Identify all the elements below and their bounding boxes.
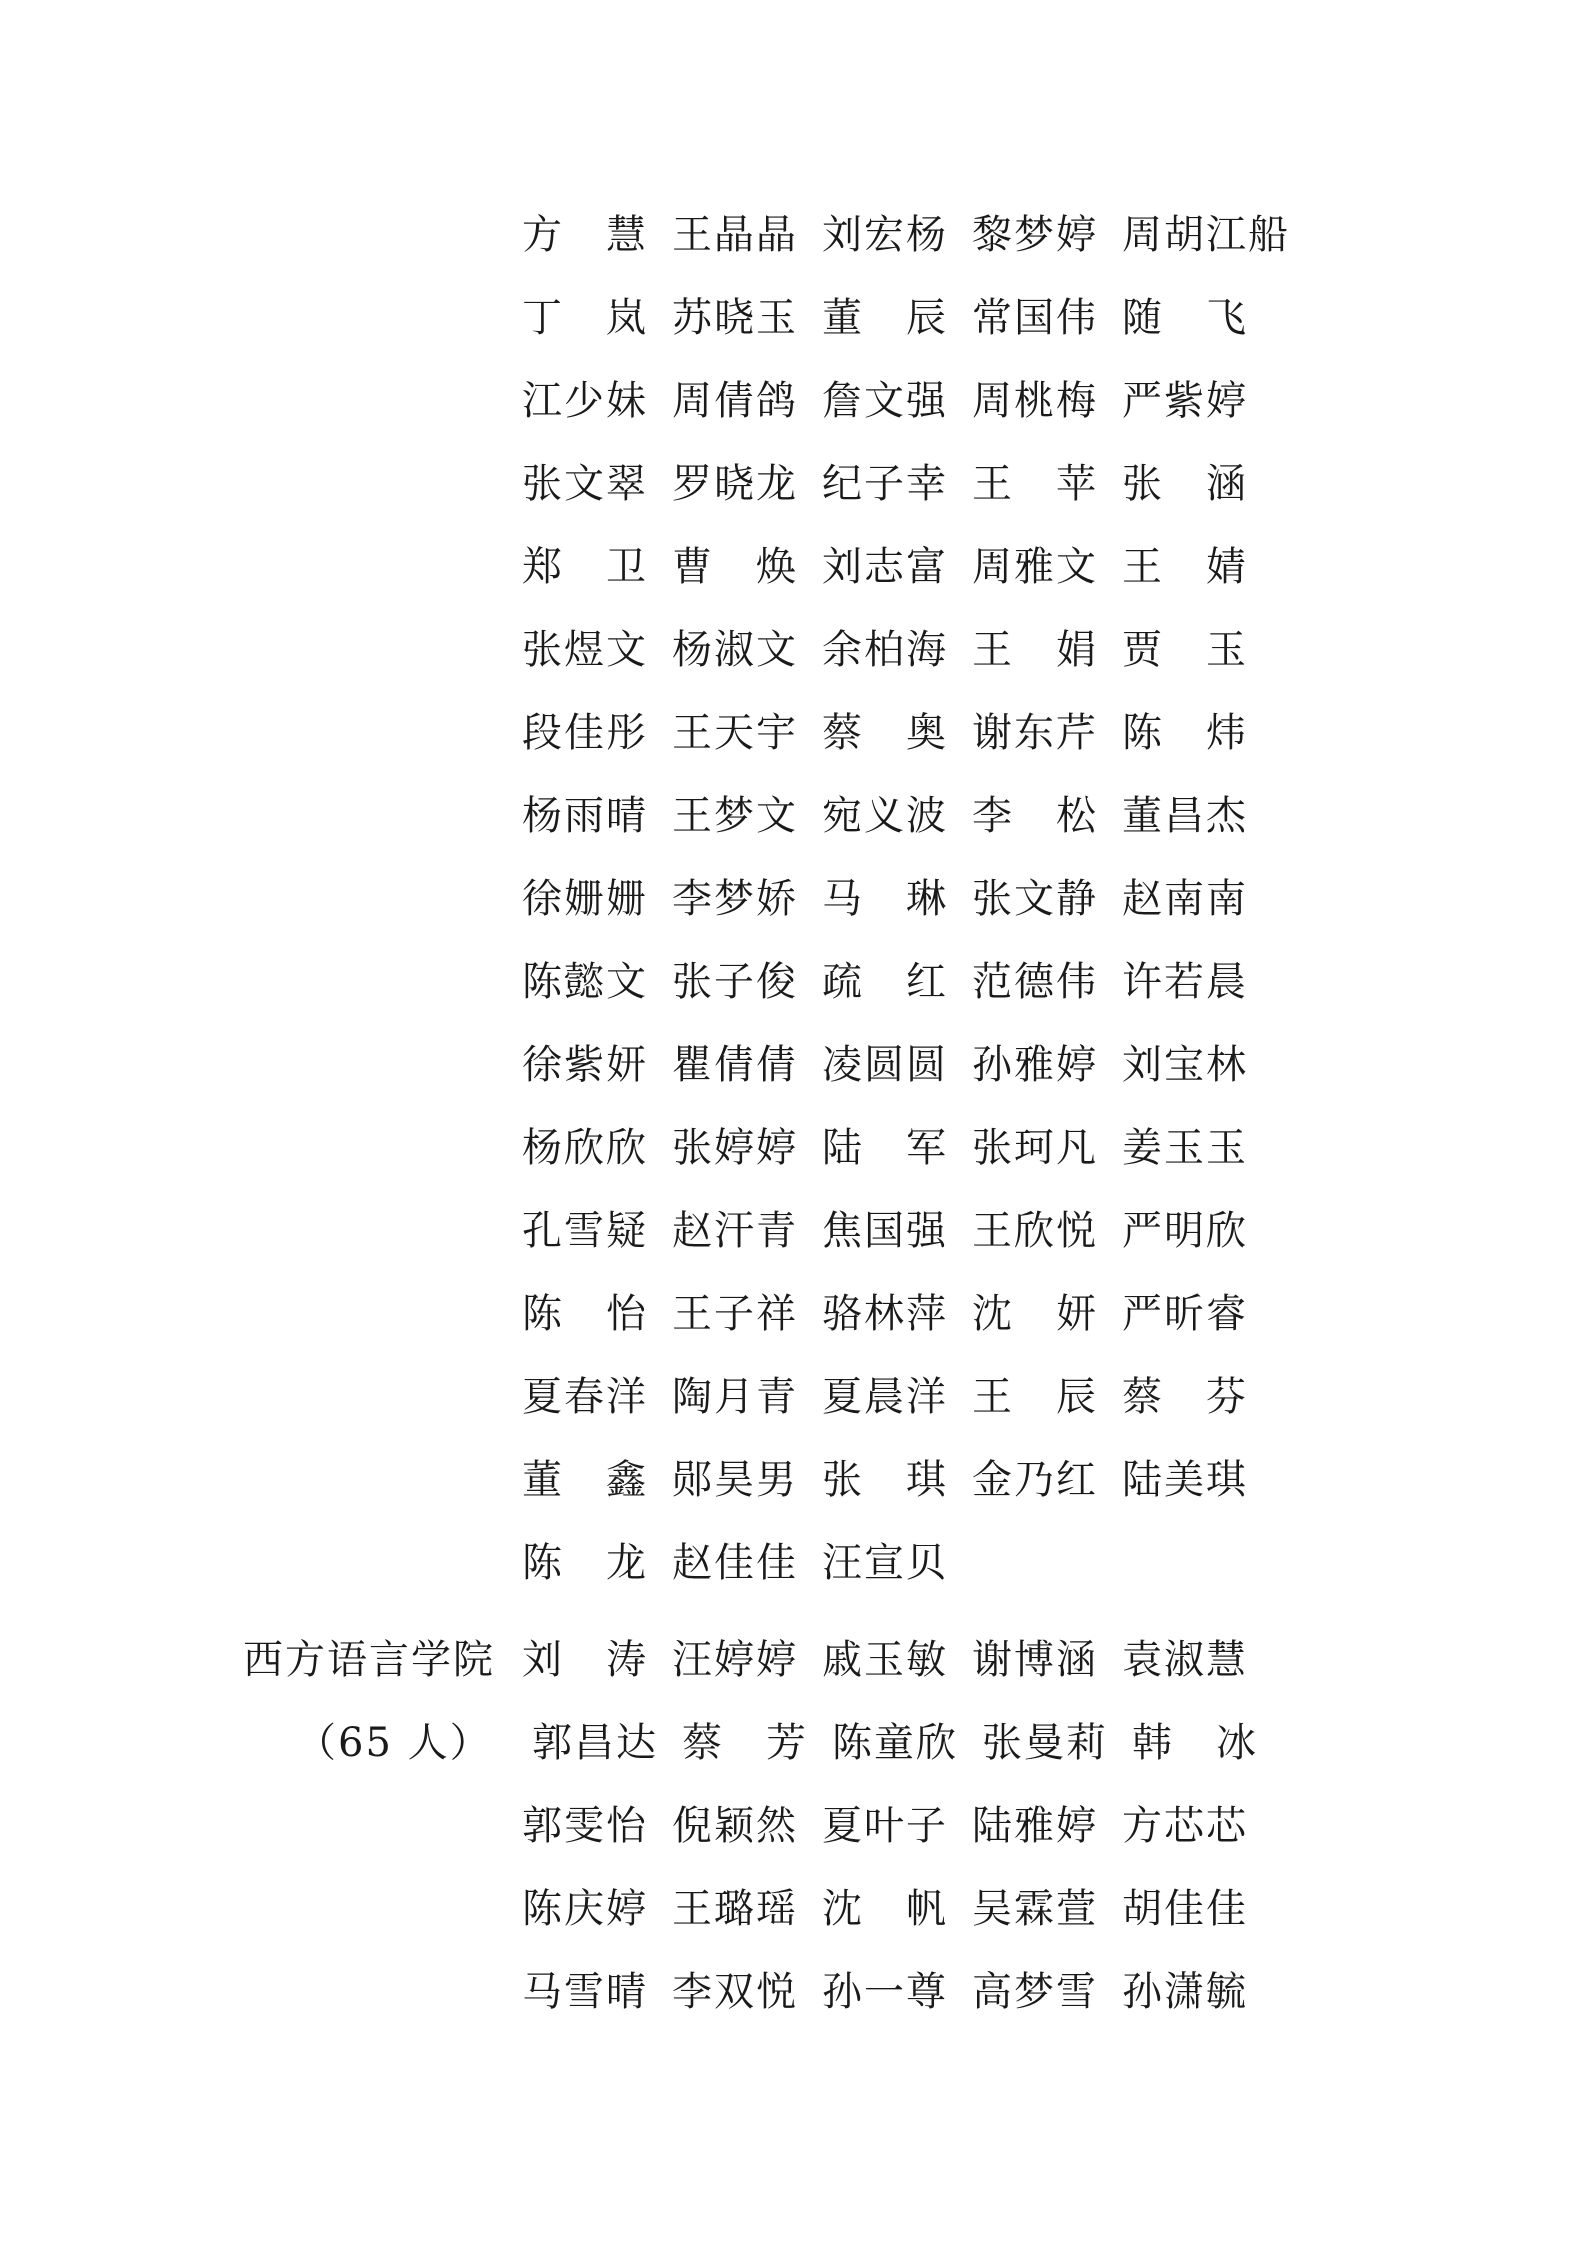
name-row xyxy=(522,1450,1322,1510)
person-name: 周胡江船 xyxy=(1122,212,1290,258)
person-name: 吴霖萱 xyxy=(972,1886,1098,1932)
person-name: 方芯芯 xyxy=(1122,1803,1248,1849)
person-name: 郭昌达 xyxy=(532,1720,658,1766)
person-name: 赵汗青 xyxy=(672,1208,798,1254)
name-row xyxy=(522,288,1322,348)
person-name: 李双悦 xyxy=(672,1969,798,2015)
person-name: 陈庆婷 xyxy=(522,1886,648,1932)
name-row xyxy=(522,1879,1322,1939)
person-name: 孙一尊 xyxy=(822,1969,948,2015)
person-name: 周桃梅 xyxy=(972,378,1098,424)
person-name: 杨雨晴 xyxy=(522,793,648,839)
person-name: 陶月青 xyxy=(672,1374,798,1420)
person-name: 许若晨 xyxy=(1122,959,1248,1005)
person-name: 戚玉敏 xyxy=(822,1637,948,1683)
person-name: 刘宝林 xyxy=(1122,1042,1248,1088)
person-name: 陆雅婷 xyxy=(972,1803,1098,1849)
person-name: 沈 妍 xyxy=(972,1291,1098,1337)
person-name: 杨欣欣 xyxy=(522,1125,648,1171)
person-name: 蔡 芬 xyxy=(1122,1374,1248,1420)
person-name: 贾 玉 xyxy=(1122,627,1248,673)
name-row xyxy=(522,869,1322,929)
person-name: 瞿倩倩 xyxy=(672,1042,798,1088)
person-name: 夏叶子 xyxy=(822,1803,948,1849)
person-name: 刘志富 xyxy=(822,544,948,590)
person-name: 汪婷婷 xyxy=(672,1637,798,1683)
person-name: 王 辰 xyxy=(972,1374,1098,1420)
person-name: 张 琪 xyxy=(822,1457,948,1503)
person-name: 焦国强 xyxy=(822,1208,948,1254)
person-name: 金乃红 xyxy=(972,1457,1098,1503)
person-name: 凌圆圆 xyxy=(822,1042,948,1088)
person-name: 孙雅婷 xyxy=(972,1042,1098,1088)
person-name: 张珂凡 xyxy=(972,1125,1098,1171)
person-name: 张婷婷 xyxy=(672,1125,798,1171)
person-name: 王梦文 xyxy=(672,793,798,839)
name-row xyxy=(522,371,1322,431)
person-name: 严昕睿 xyxy=(1122,1291,1248,1337)
person-name: 陈 龙 xyxy=(522,1540,648,1586)
name-row xyxy=(522,1367,1322,1427)
person-name: 王天宇 xyxy=(672,710,798,756)
department-count: （65 人） xyxy=(296,1720,492,1766)
person-name: 杨淑文 xyxy=(672,627,798,673)
person-name: 郑 卫 xyxy=(522,544,648,590)
person-name: 陈童欣 xyxy=(832,1720,958,1766)
person-name: 陈 怡 xyxy=(522,1291,648,1337)
person-name: 郧昊男 xyxy=(672,1457,798,1503)
person-name: 黎梦婷 xyxy=(972,212,1098,258)
person-name: 赵南南 xyxy=(1122,876,1248,922)
person-name: 李 松 xyxy=(972,793,1098,839)
person-name: 王子祥 xyxy=(672,1291,798,1337)
person-name: 宛义波 xyxy=(822,793,948,839)
person-name: 江少妹 xyxy=(522,378,648,424)
name-row xyxy=(522,952,1322,1012)
department-name: 西方语言学院 xyxy=(243,1637,495,1683)
person-name: 袁淑慧 xyxy=(1122,1637,1248,1683)
name-row xyxy=(522,620,1322,680)
person-name: 张 涵 xyxy=(1122,461,1248,507)
person-name: 李梦娇 xyxy=(672,876,798,922)
person-name: 汪宣贝 xyxy=(822,1540,948,1586)
person-name: 董 鑫 xyxy=(522,1457,648,1503)
person-name: 韩 冰 xyxy=(1132,1720,1258,1766)
person-name: 随 飞 xyxy=(1122,295,1248,341)
person-name: 徐姗姗 xyxy=(522,876,648,922)
person-name: 姜玉玉 xyxy=(1122,1125,1248,1171)
person-name: 疏 红 xyxy=(822,959,948,1005)
name-row xyxy=(522,786,1322,846)
name-row xyxy=(522,1035,1322,1095)
person-name: 陆美琪 xyxy=(1122,1457,1248,1503)
person-name: 马 琳 xyxy=(822,876,948,922)
person-name: 丁 岚 xyxy=(522,295,648,341)
name-row xyxy=(522,1201,1322,1261)
person-name: 刘 涛 xyxy=(522,1637,648,1683)
person-name: 陆 军 xyxy=(822,1125,948,1171)
person-name: 陈 炜 xyxy=(1122,710,1248,756)
person-name: 孔雪疑 xyxy=(522,1208,648,1254)
name-row xyxy=(522,1533,1322,1593)
person-name: 马雪晴 xyxy=(522,1969,648,2015)
name-row xyxy=(522,1118,1322,1178)
person-name: 孙潇毓 xyxy=(1122,1969,1248,2015)
person-name: 张曼莉 xyxy=(982,1720,1108,1766)
name-row xyxy=(522,454,1322,514)
person-name: 王欣悦 xyxy=(972,1208,1098,1254)
name-row xyxy=(522,537,1322,597)
person-name: 王璐瑶 xyxy=(672,1886,798,1932)
person-name: 谢东芹 xyxy=(972,710,1098,756)
name-row xyxy=(522,1284,1322,1344)
person-name: 董昌杰 xyxy=(1122,793,1248,839)
person-name: 周倩鸽 xyxy=(672,378,798,424)
person-name: 纪子幸 xyxy=(822,461,948,507)
person-name: 张煜文 xyxy=(522,627,648,673)
person-name: 苏晓玉 xyxy=(672,295,798,341)
person-name: 刘宏杨 xyxy=(822,212,948,258)
person-name: 胡佳佳 xyxy=(1122,1886,1248,1932)
name-row xyxy=(522,1630,1322,1690)
person-name: 段佳彤 xyxy=(522,710,648,756)
name-row xyxy=(532,1713,1332,1773)
person-name: 郭雯怡 xyxy=(522,1803,648,1849)
person-name: 张子俊 xyxy=(672,959,798,1005)
person-name: 蔡 奥 xyxy=(822,710,948,756)
person-name: 陈懿文 xyxy=(522,959,648,1005)
person-name: 倪颖然 xyxy=(672,1803,798,1849)
person-name: 王晶晶 xyxy=(672,212,798,258)
name-row xyxy=(522,1962,1322,2022)
person-name: 沈 帆 xyxy=(822,1886,948,1932)
person-name: 王 婧 xyxy=(1122,544,1248,590)
person-name: 骆林萍 xyxy=(822,1291,948,1337)
person-name: 曹 焕 xyxy=(672,544,798,590)
person-name: 蔡 芳 xyxy=(682,1720,808,1766)
person-name: 周雅文 xyxy=(972,544,1098,590)
person-name: 夏晨洋 xyxy=(822,1374,948,1420)
name-row xyxy=(522,1796,1322,1856)
person-name: 詹文强 xyxy=(822,378,948,424)
person-name: 余柏海 xyxy=(822,627,948,673)
person-name: 董 辰 xyxy=(822,295,948,341)
person-name: 赵佳佳 xyxy=(672,1540,798,1586)
name-row xyxy=(522,703,1322,763)
person-name: 王 娟 xyxy=(972,627,1098,673)
person-name: 张文静 xyxy=(972,876,1098,922)
person-name: 张文翠 xyxy=(522,461,648,507)
person-name: 王 苹 xyxy=(972,461,1098,507)
person-name: 常国伟 xyxy=(972,295,1098,341)
person-name: 高梦雪 xyxy=(972,1969,1098,2015)
person-name: 罗晓龙 xyxy=(672,461,798,507)
person-name: 范德伟 xyxy=(972,959,1098,1005)
person-name: 徐紫妍 xyxy=(522,1042,648,1088)
person-name: 谢博涵 xyxy=(972,1637,1098,1683)
name-row xyxy=(522,205,1322,265)
person-name: 严紫婷 xyxy=(1122,378,1248,424)
person-name: 夏春洋 xyxy=(522,1374,648,1420)
person-name: 方 慧 xyxy=(522,212,648,258)
person-name: 严明欣 xyxy=(1122,1208,1248,1254)
